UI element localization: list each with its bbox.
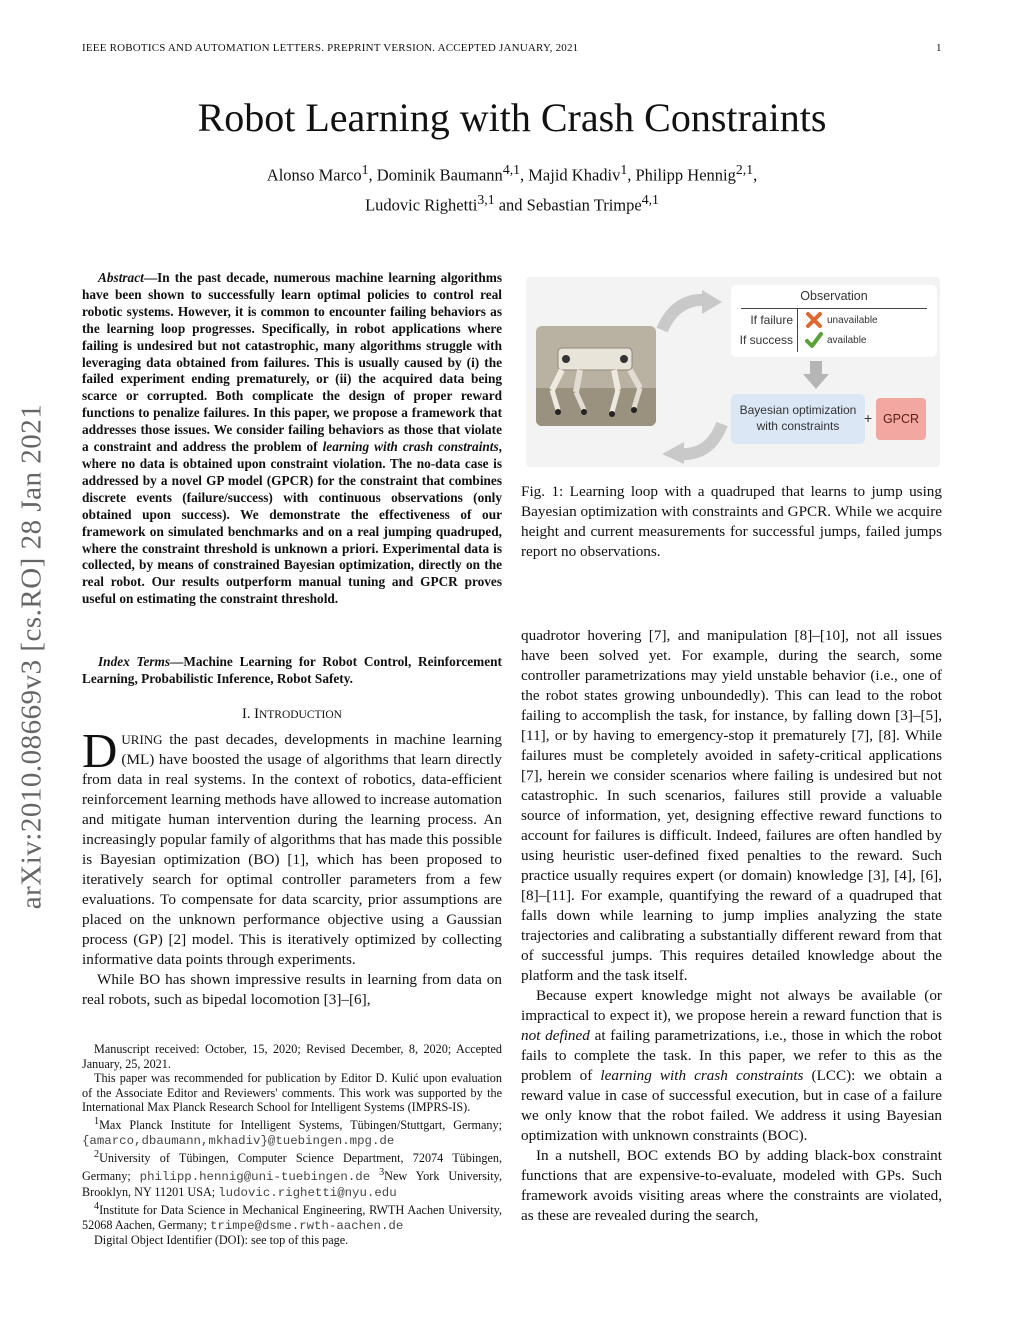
author: Philipp Hennig: [635, 165, 736, 185]
running-header: IEEE ROBOTICS AND AUTOMATION LETTERS. PREPRINT VERSION. ACCEPTED JANUARY, 2021: [82, 42, 579, 54]
if-failure-label: If failure: [750, 313, 793, 327]
author-affiliation: 4,1: [502, 162, 520, 177]
observation-title: Observation: [800, 289, 868, 303]
right-paragraph-1: quadrotor hovering [7], and manipulation [8]–[10], not all issues have been solved yet. For example, during the search, some controller parametrizations may yield unstable behavior (i.e., one of the robot states growing unboundedly). This can lead to the robot failing to accomplish the task, for instance, by falling down [3]–[5], [11], or by having to emergency-stop it prematurely [7], [8]. While failures must be completely avoided in safety-critical applications [7], herein we consider scenarios where failing is undesired but not catastrophic. In such scenarios, failures still provide a valuable source of information, yet, designing effective reward functions to account for failures is difficult. Indeed, failures are often handled by using heuristic user-defined fixed penalties to the reward. Such practice usually requires expert (or domain) knowledge [3], [4], [6], [8]–[11]. For example, quantifying the reward of a quadruped that falls down while learning to jump implies analyzing the state trajectories and calibrating a substantially different reward from that of successful jumps. This requires detailed knowledge about the platform and the task itself.: [521, 627, 942, 984]
bo-line-1: Bayesian optimization: [739, 403, 857, 417]
footnote-doi: Digital Object Identifier (DOI): see top of this page.: [94, 1233, 349, 1248]
cycle-arrow-bottom-icon: [658, 420, 728, 464]
abstract-text: In the past decade, numerous machine learning algorithms have been shown to successfully learn optimal policies to control real robotic systems. However, it is common to encounter failing behaviors as the learning loop progresses. Specifically, in robot applications where failing is undesired but not catastrophic, many algorithms struggle with leveraging data obtained from failures. This is usually caused by (i) the failed experiment ending prematurely, or (ii) the acquired data being scarce or corrupted. Both complicate the design of proper reward functions to penalize failures. In this paper, we propose a framework that addresses those issues. We consider failing behaviors as those that violate a constraint and address the problem of: [82, 270, 502, 455]
affiliation-text: Institute for Data Science in Mechanical Engineering, RWTH Aachen University, 52068 Aachen, Germany;: [82, 1203, 502, 1232]
author-list: [0, 158, 1024, 217]
paragraph-text: at failing parametrizations, i.e., those in which the robot fails to complete the task. In this paper, we refer to this as the problem of: [521, 1027, 942, 1084]
right-paragraph-3: In a nutshell, BOC extends BO by adding black-box constraint functions that are expensive-to-evaluate, modeled with GPs. Such framework avoids visiting areas where the constraints are violated, as these are revealed during the search,: [521, 1147, 942, 1224]
footnote-mark: 1: [94, 1115, 100, 1127]
email-link[interactable]: ludovic.righetti@nyu.edu: [218, 1185, 397, 1200]
affiliation-text: New York University, Brooklyn, NY 11201 USA;: [82, 1168, 503, 1199]
arxiv-stamp: arXiv:2010.08669v3 [cs.RO] 28 Jan 2021: [15, 403, 48, 910]
footnote-affiliation-4: [82, 1200, 502, 1233]
page-number: 1: [936, 42, 942, 54]
author-affiliation: 1: [620, 162, 628, 177]
footnote-mark: 3: [379, 1166, 385, 1178]
paragraph-text: (LCC): we obtain a reward value in case of successful execution, but in case of a failure we only know that the robot failed. We address it using Bayesian optimization with unknown constraints (BOC).: [521, 1067, 942, 1144]
footnote-affiliation-2: [82, 1148, 502, 1200]
abstract: [82, 270, 502, 608]
right-paragraph-2: [521, 986, 942, 1146]
plus-sign: +: [864, 410, 873, 426]
author-separator: ,: [368, 165, 377, 185]
footnote-received: Manuscript received: October, 15, 2020; Revised December, 8, 2020; Accepted January, 25, 2021.: [82, 1042, 502, 1071]
email-link[interactable]: {amarco,dbaumann,mkhadiv}@tuebingen.mpg.de: [82, 1133, 395, 1148]
author: Alonso Marco: [266, 165, 362, 185]
down-arrow-icon: [803, 361, 829, 389]
intro-caps: URING: [121, 732, 163, 747]
abstract-dash: —: [143, 270, 158, 285]
observation-table: [731, 285, 937, 357]
gpcr-box: GPCR: [876, 398, 926, 440]
quadruped-robot-icon: [536, 326, 656, 426]
check-icon: [805, 331, 823, 349]
if-success-label: If success: [739, 333, 793, 347]
unavailable-label: unavailable: [827, 315, 878, 326]
footnote-affiliation-1: [82, 1115, 502, 1148]
author: Ludovic Righetti: [365, 195, 478, 214]
cross-icon: [805, 311, 823, 329]
author: Sebastian Trimpe: [526, 195, 642, 214]
section-numeral: I.: [242, 706, 255, 722]
section-rest: NTRODUCTION: [258, 709, 342, 721]
author-affiliation: 1: [361, 162, 369, 177]
footnote-recommended: This paper was recommended for publication by Editor D. Kulić upon evaluation of the Associate Editor and Reviewers' comments. This work was supported by the International Max Planck Research School for Intelligent Systems (IMPRS-IS).: [82, 1071, 502, 1115]
author-separator: ,: [627, 165, 636, 185]
author-affiliation: 3,1: [477, 191, 495, 207]
footnote-mark: 4: [94, 1201, 100, 1213]
quadruped-robot-photo: [536, 326, 656, 426]
email-link[interactable]: trimpe@dsme.rwth-aachen.de: [209, 1218, 404, 1233]
bo-line-2: with constraints: [756, 419, 840, 433]
cycle-arrow-top-icon: [656, 290, 726, 334]
email-link[interactable]: philipp.hennig@uni-tuebingen.de: [139, 1169, 371, 1184]
footnotes: [82, 1042, 502, 1248]
section-heading: [82, 706, 502, 723]
figure-caption: Fig. 1: Learning loop with a quadruped that learns to jump using Bayesian optimization with constraints and GPCR. While we acquire height and current measurements for successful jumps, failed jumps report no observations.: [521, 483, 942, 560]
drop-cap: D: [82, 723, 118, 778]
paragraph-text: Because expert knowledge might not always be available (or impractical to expect it), we propose herein a reward function that is: [521, 987, 942, 1024]
emphasis: not defined: [521, 1027, 590, 1044]
author-separator: ,: [753, 165, 758, 185]
affiliation-text: University of Tübingen, Computer Science Department, 72074 Tübingen, Germany;: [82, 1151, 502, 1183]
emphasis: learning with crash constraints: [600, 1067, 804, 1084]
right-column-text: [521, 626, 942, 1226]
index-terms-label: Index Terms: [98, 654, 171, 669]
author: Majid Khadiv: [528, 165, 621, 185]
observation-vertical-divider: [797, 308, 798, 352]
intro-paragraph-2: While BO has shown impressive results in learning from data on real robots, such as bipedal locomotion [3]–[6],: [82, 971, 502, 1008]
intro-paragraph: the past decades, developments in machine learning (ML) have boosted the usage of algorithms that learn directly from data in real systems. In the context of robotics, data-efficient reinforcement learning methods have allowed to increase automation and mitigate human intervention during the learning process. An increasingly popular family of algorithms that has made this possible is Bayesian optimization (BO) [1], which has been proposed to iteratively search for optimal controller parameters from a few evaluations. To compensate for data scarcity, prior assumptions are placed on the unknown performance objective using a Gaussian process (GP) [2] model. This is iteratively optimized by collecting informative data points through experiments.: [82, 731, 502, 968]
observation-divider: [741, 308, 927, 309]
footnote-mark: 2: [94, 1149, 100, 1161]
author-affiliation: 2,1: [735, 162, 754, 177]
abstract-emphasis: learning with crash constraints: [322, 439, 499, 455]
index-terms-dash: —: [170, 654, 184, 669]
bayesian-optimization-box: [731, 394, 865, 444]
author: Dominik Baumann: [376, 165, 503, 185]
author-separator: ,: [520, 165, 529, 185]
abstract-text-cont: , where no data is obtained upon constraint violation. The no-data case is addressed by a novel GP model (GPCR) for the constraint that combines discrete events (failure/success) with continuous observations (only obtained upon success). We demonstrate the effectiveness of our framework on simulated benchmarks and on a real jumping quadruped, where the constraint threshold is unknown a priori. Experimental data is collected, by means of constrained Bayesian optimization, directly on the real robot. Our results outperform manual tuning and GPCR proves useful on estimating the constraint threshold.: [82, 439, 502, 607]
paper-title: Robot Learning with Crash Constraints: [197, 95, 827, 140]
abstract-label: Abstract: [98, 270, 144, 285]
author-affiliation: 4,1: [641, 191, 659, 207]
introduction-text: [82, 723, 502, 1010]
affiliation-text: Max Planck Institute for Intelligent Systems, Tübingen/Stuttgart, Germany;: [99, 1118, 502, 1133]
index-terms: [82, 654, 502, 688]
section-first-letter: I: [254, 706, 259, 722]
author-separator: and: [494, 195, 527, 214]
index-terms-text: Machine Learning for Robot Control, Reinforcement Learning, Probabilistic Inference, Robot Safety.: [82, 654, 502, 686]
available-label: available: [827, 335, 867, 346]
